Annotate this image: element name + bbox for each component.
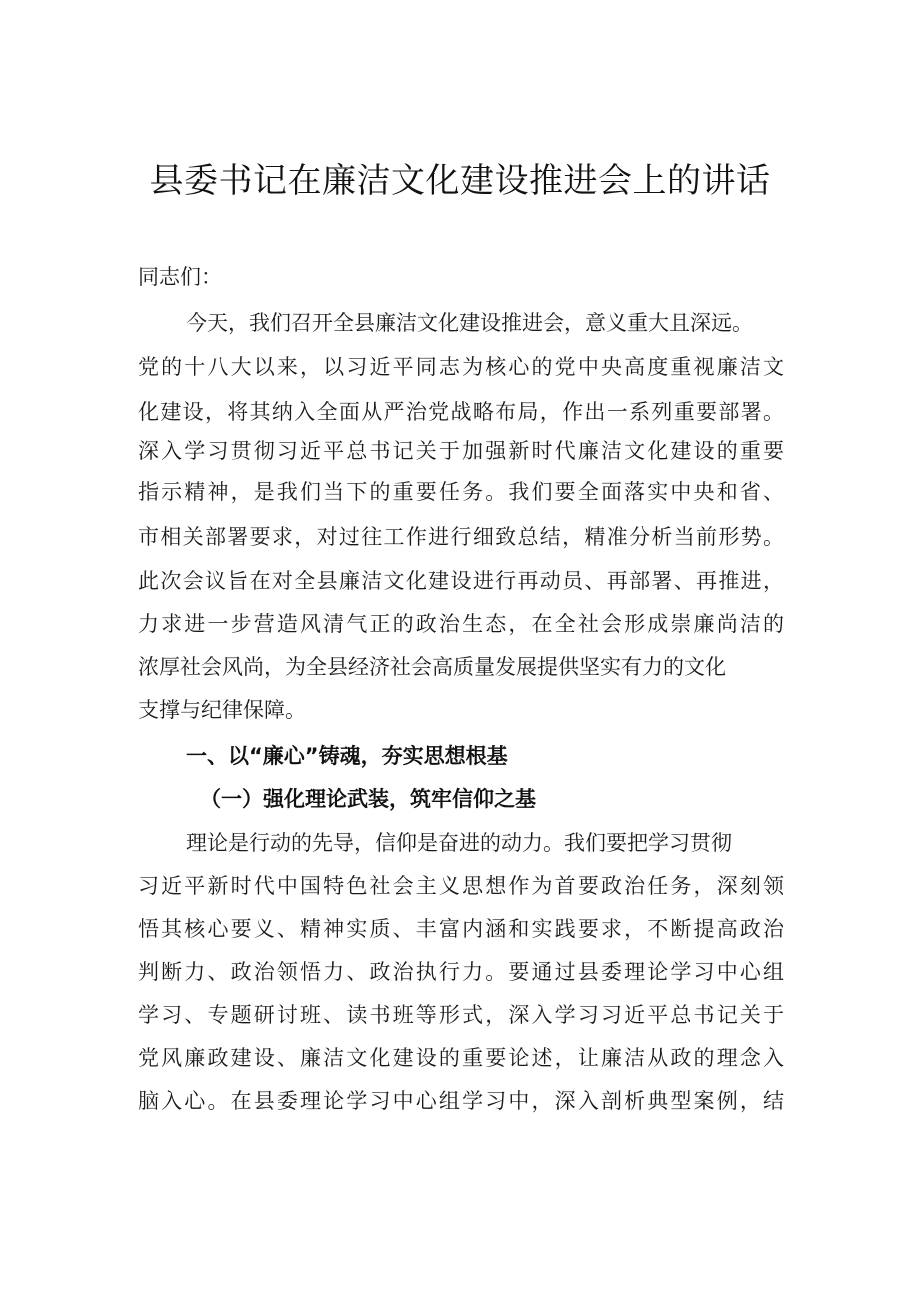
paragraph-line: 此次会议旨在对全县廉洁文化建设进行再动员、再部署、再推进， xyxy=(138,569,784,593)
paragraph-line: 党的十八大以来，以习近平同志为核心的党中央高度重视廉洁文 xyxy=(138,355,784,379)
paragraph-line: 深入学习贯彻习近平总书记关于加强新时代廉洁文化建设的重要 xyxy=(138,439,784,463)
paragraph-line: 今天，我们召开全县廉洁文化建设推进会，意义重大且深远。 xyxy=(186,311,753,335)
paragraph-line: 悟其核心要义、精神实质、丰富内涵和实践要求，不断提高政治 xyxy=(138,917,784,941)
paragraph-line: 化建设，将其纳入全面从严治党战略布局，作出一系列重要部署。 xyxy=(138,400,784,424)
paragraph-line: 指示精神，是我们当下的重要任务。我们要全面落实中央和省、 xyxy=(138,480,784,504)
paragraph-line: 力求进一步营造风清气正的政治生态，在全社会形成崇廉尚洁的 xyxy=(138,612,784,636)
subsection-heading: （一）强化理论武装，筑牢信仰之基 xyxy=(200,787,536,811)
section-heading: 一、以“廉心”铸魂，夯实思想根基 xyxy=(186,744,508,768)
paragraph-line: 脑入心。在县委理论学习中心组学习中，深入剖析典型案例，结 xyxy=(138,1089,784,1113)
paragraph-line: 判断力、政治领悟力、政治执行力。要通过县委理论学习中心组 xyxy=(138,960,784,984)
paragraph-line: 习近平新时代中国特色社会主义思想作为首要政治任务，深刻领 xyxy=(138,874,784,898)
paragraph-line: 市相关部署要求，对过往工作进行细致总结，精准分析当前形势。 xyxy=(138,525,784,549)
paragraph-line: 理论是行动的先导，信仰是奋进的动力。我们要把学习贯彻 xyxy=(186,831,732,855)
paragraph-line: 学习、专题研讨班、读书班等形式，深入学习习近平总书记关于 xyxy=(138,1003,784,1027)
paragraph-line: 党风廉政建设、廉洁文化建设的重要论述，让廉洁从政的理念入 xyxy=(138,1046,784,1070)
paragraph-line: 支撑与纪律保障。 xyxy=(138,698,306,722)
salutation: 同志们： xyxy=(138,265,222,289)
document-title: 县委书记在廉洁文化建设推进会上的讲话 xyxy=(149,161,771,201)
paragraph-line: 浓厚社会风尚，为全县经济社会高质量发展提供坚实有力的文化 xyxy=(138,655,726,679)
